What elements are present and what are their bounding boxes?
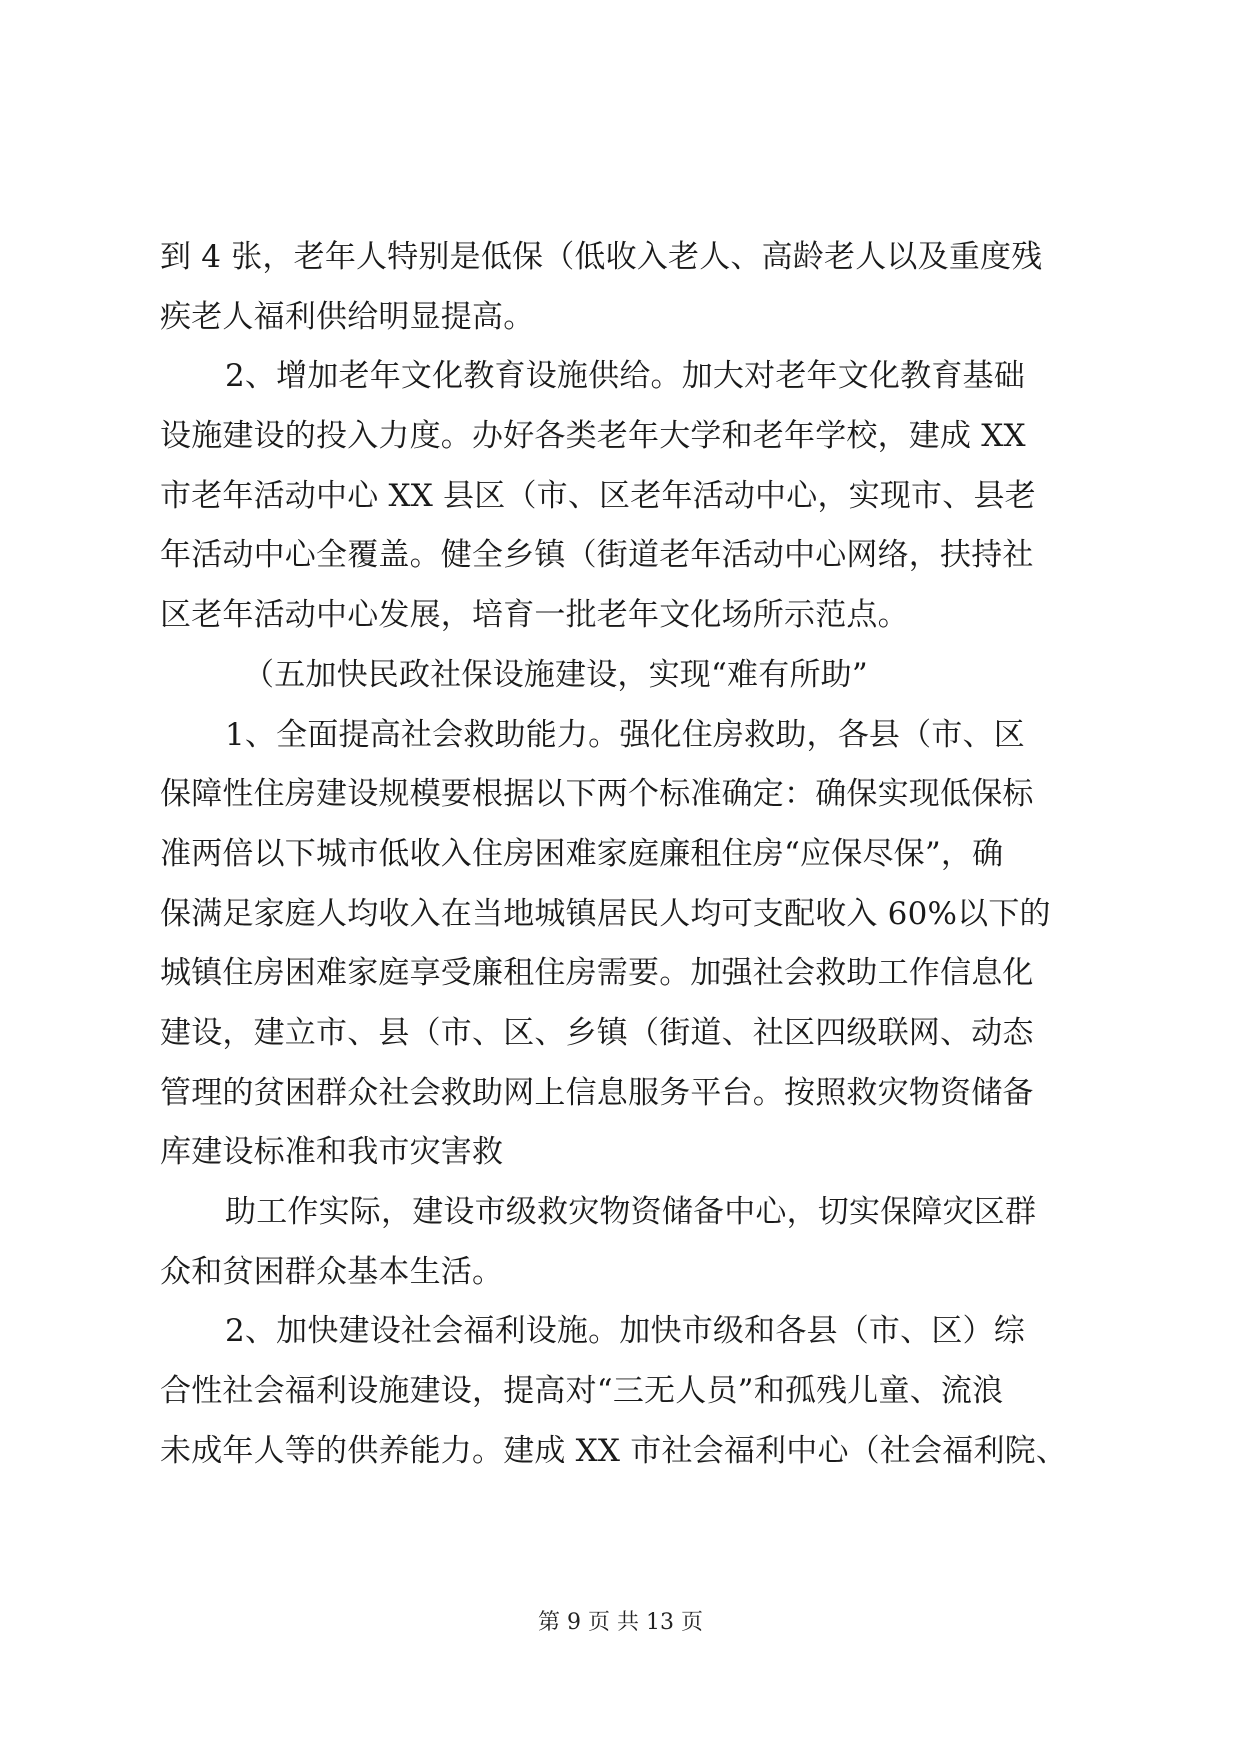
text-line: 疾老人福利供给明显提高。: [160, 298, 535, 335]
text-line: 到 4 张，老年人特别是低保（低收入老人、高龄老人以及重度残: [160, 239, 1043, 275]
text-line: 合性社会福利设施建设，提高对“三无人员”和孤残儿童、流浪: [160, 1373, 1004, 1410]
body-text: [160, 228, 1090, 1481]
paragraph-start-line: 1、全面提高社会救助能力。强化住房救助，各县（市、区: [225, 716, 1025, 753]
text-line: 未成年人等的供养能力。建成 XX 市社会福利中心（社会福利院、: [160, 1432, 1068, 1469]
paragraph-start-line: 助工作实际，建设市级救灾物资储备中心，切实保障灾区群: [225, 1194, 1037, 1230]
text-line: 城镇住房困难家庭享受廉租住房需要。加强社会救助工作信息化: [160, 955, 1034, 992]
text-line: 管理的贫困群众社会救助网上信息服务平台。按照救灾物资储备: [160, 1074, 1034, 1111]
text-line: 设施建设的投入力度。办好各类老年大学和老年学校，建成 XX: [160, 418, 1026, 455]
paragraph-start-line: 2、增加老年文化教育设施供给。加大对老年文化教育基础: [225, 358, 1025, 395]
page-number-footer: 第 9 页 共 13 页: [538, 1610, 703, 1635]
text-line: 众和贫困群众基本生活。: [160, 1253, 504, 1290]
text-line: 建设，建立市、县（市、区、乡镇（街道、社区四级联网、动态: [160, 1014, 1034, 1051]
paragraph-start-line: 2、加快建设社会福利设施。加快市级和各县（市、区）综: [225, 1313, 1025, 1350]
text-line: 保障性住房建设规模要根据以下两个标准确定：确保实现低保标: [160, 776, 1034, 813]
text-line: 准两倍以下城市低收入住房困难家庭廉租住房“应保尽保”，确: [160, 835, 1004, 872]
section-heading: （五加快民政社保设施建设，实现“难有所助”: [243, 656, 868, 693]
text-line: 库建设标准和我市灾害救: [160, 1134, 504, 1171]
text-line: 区老年活动中心发展，培育一批老年文化场所示范点。: [160, 597, 909, 634]
text-line: 保满足家庭人均收入在当地城镇居民人均可支配收入 60%以下的: [160, 895, 1051, 932]
text-line: 市老年活动中心 XX 县区（市、区老年活动中心，实现市、县老: [160, 477, 1036, 514]
text-line: 年活动中心全覆盖。健全乡镇（街道老年活动中心网络，扶持社: [160, 537, 1034, 574]
